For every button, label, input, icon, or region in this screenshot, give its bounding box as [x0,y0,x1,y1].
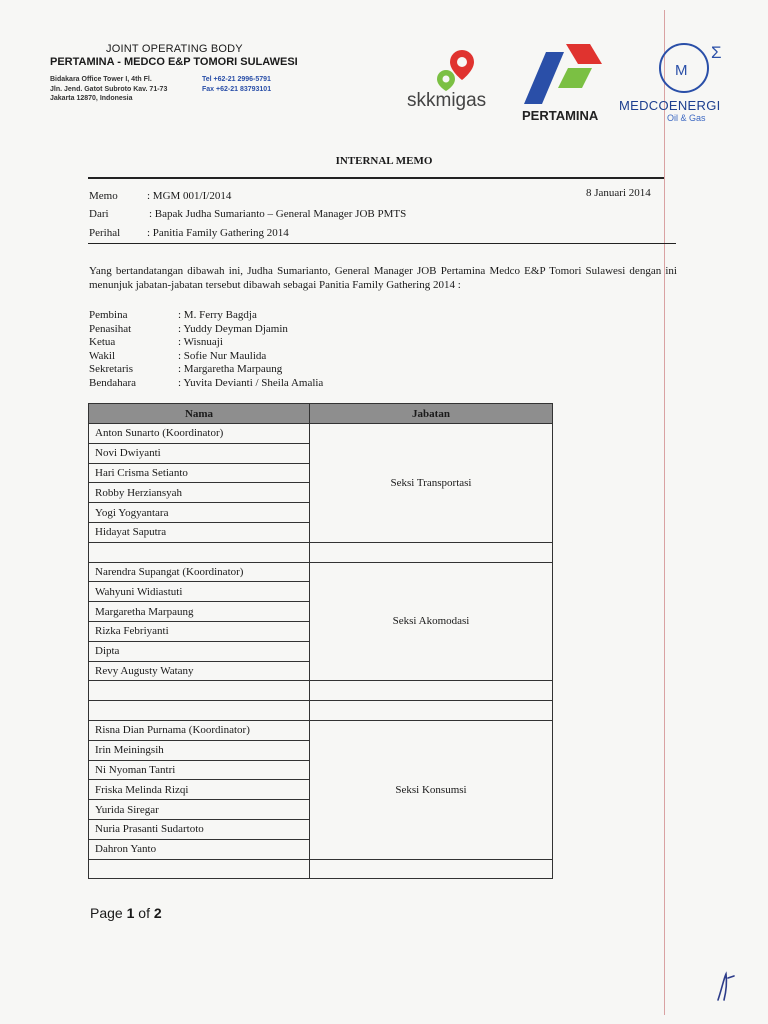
phone-line: Tel +62-21 2996-5791 [202,76,271,83]
name-cell: Dahron Yanto [89,839,310,859]
address-line: Bidakara Office Tower I, 4th Fl. [50,76,152,83]
jabatan-cell: Seksi Transportasi [310,424,553,543]
svg-text:Σ: Σ [711,43,722,62]
initial-mark-icon [712,970,742,1004]
table-header-row [89,404,553,424]
from-label: Dari [89,208,109,220]
page-total: 2 [153,905,162,921]
roles-list [89,309,323,390]
role-label: Wakil [89,349,115,362]
address-block [50,75,167,104]
name-cell: Hari Crisma Setianto [89,463,310,483]
role-row [89,377,323,391]
role-row [89,350,323,364]
subject-label: Perihal [89,227,121,239]
table-spacer-row [89,859,553,879]
intro-paragraph: Yang bertandatangan dibawah ini, Judha Sumarianto, General Manager JOB Pertamina Medco E&P Tomori Sulawesi dengan ini menunjuk jabatan-jabatan tersebut dibawah sebagai Panitia Family Gathering 2014 : [89,265,677,291]
table-spacer-row [89,542,553,562]
name-cell: Yogi Yogyantara [89,503,310,523]
committee-table [88,403,553,879]
role-value: : Sofie Nur Maulida [178,349,267,362]
skkmigas-wordmark: skkmigas [407,90,487,111]
medco-logo-icon [658,42,730,98]
medco-subtitle: Oil & Gas [667,113,706,123]
role-value: : Yuddy Deyman Djamin [178,322,288,335]
role-value: : Yuvita Devianti / Sheila Amalia [178,376,324,389]
role-row [89,323,323,337]
org-line-1: JOINT OPERATING BODY [106,43,243,55]
jabatan-cell: Seksi Konsumsi [310,720,553,859]
pertamina-logo-icon [524,44,604,108]
name-cell: Rizka Febriyanti [89,621,310,641]
address-line: Jln. Jend. Gatot Subroto Kav. 71-73 [50,85,168,93]
role-row [89,363,323,377]
name-cell: Narendra Supangat (Koordinator) [89,562,310,582]
table-row [89,562,553,582]
name-cell: Friska Melinda Rizqi [89,780,310,800]
page-of: of [138,905,150,921]
role-label: Sekretaris [89,363,133,375]
role-value: : Wisnuaji [178,336,223,348]
skkmigas-logo-icon [436,48,476,92]
medco-wordmark: MEDCOENERGI [619,98,721,113]
table-row [89,424,553,444]
fax-line: Fax +62-21 83793101 [202,85,272,93]
address-line: Jakarta 12870, Indonesia [50,95,133,102]
memo-label: Memo [89,190,118,202]
role-label: Bendahara [89,376,137,389]
role-row [89,336,323,350]
jabatan-cell: Seksi Akomodasi [310,562,553,681]
role-row [89,309,323,323]
role-label: Pembina [89,309,128,321]
page-prefix: Page [90,905,123,921]
from-value: : Bapak Judha Sumarianto – General Manager JOB PMTS [149,208,407,220]
memo-date: 8 Januari 2014 [586,187,651,199]
name-cell: Margaretha Marpaung [89,602,310,622]
role-label: Ketua [89,336,116,348]
name-cell: Risna Dian Purnama (Koordinator) [89,720,310,740]
name-cell: Robby Herziansyah [89,483,310,503]
name-cell: Revy Augusty Watany [89,661,310,681]
table-row [89,720,553,740]
name-cell: Irin Meiningsih [89,740,310,760]
name-cell: Nuria Prasanti Sudartoto [89,819,310,839]
table-spacer-row [89,681,553,701]
name-cell: Wahyuni Widiastuti [89,582,310,602]
name-cell: Anton Sunarto (Koordinator) [89,424,310,444]
name-cell: Ni Nyoman Tantri [89,760,310,780]
memo-title: INTERNAL MEMO [335,155,433,167]
pertamina-wordmark: PERTAMINA [522,108,599,123]
page-current: 1 [126,905,135,921]
role-value: : Margaretha Marpaung [178,363,283,375]
name-cell: Yurida Siregar [89,800,310,820]
table-spacer-row [89,701,553,721]
name-cell: Novi Dwiyanti [89,443,310,463]
memo-number: : MGM 001/I/2014 [147,190,232,202]
svg-text:M: M [675,62,688,79]
name-cell: Hidayat Saputra [89,522,310,542]
role-value: : M. Ferry Bagdja [178,309,257,321]
page-number [90,905,162,921]
column-header-nama: Nama [89,404,310,424]
org-line-2: PERTAMINA - MEDCO E&P TOMORI SULAWESI [50,56,298,68]
role-label: Penasihat [89,322,132,335]
header-rule-bottom [88,243,676,244]
contact-block [202,75,271,94]
header-rule-top [88,177,664,179]
subject-value: : Panitia Family Gathering 2014 [147,227,289,239]
column-header-jabatan: Jabatan [310,404,553,424]
name-cell: Dipta [89,641,310,661]
